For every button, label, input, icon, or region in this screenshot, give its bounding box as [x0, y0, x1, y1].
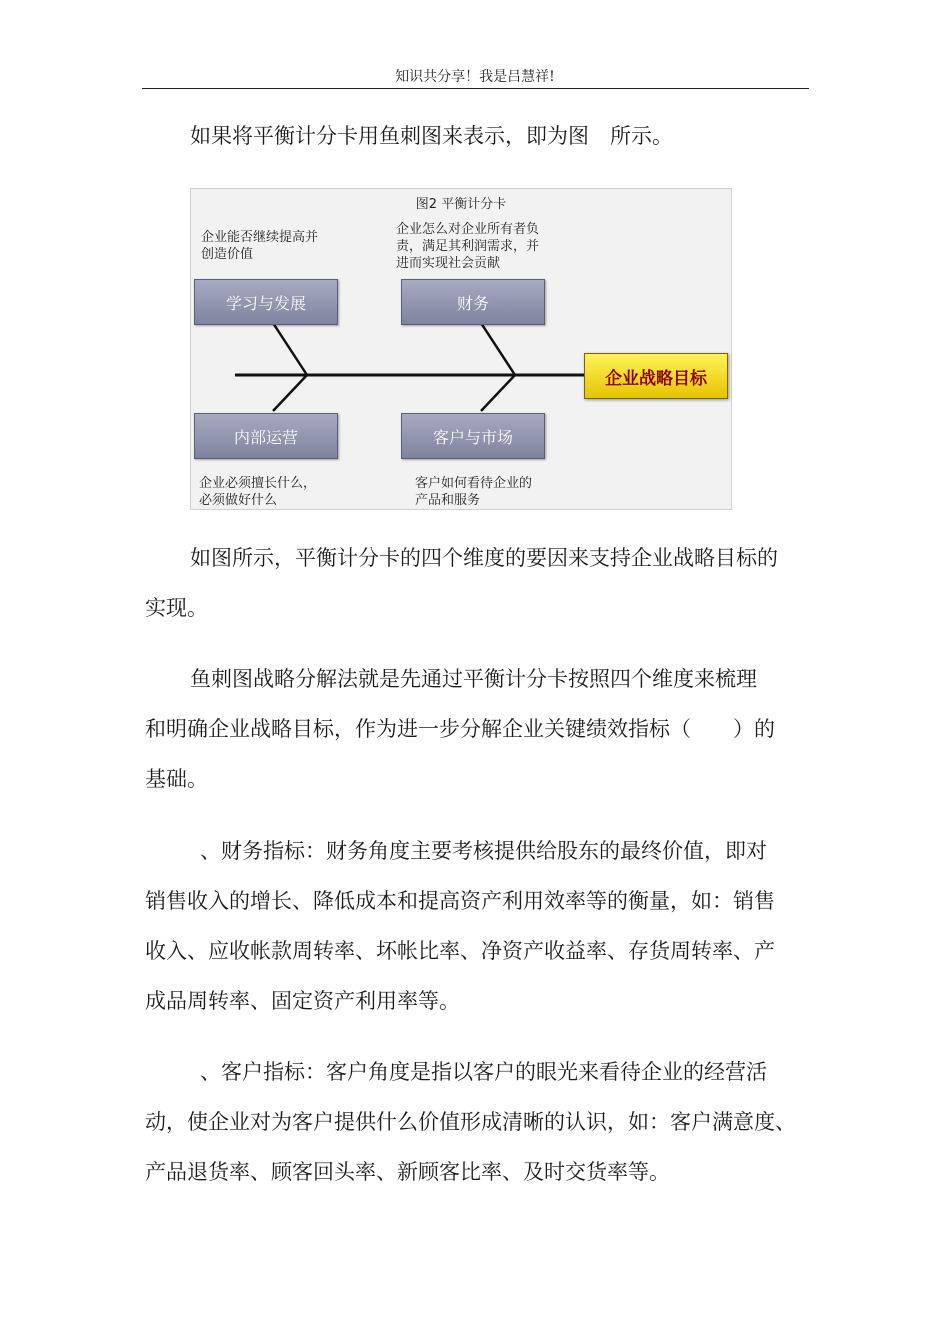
- box-strategic-goal: 企业战略目标: [584, 353, 728, 399]
- page-header: 知识共分享！我是吕慧祥!: [395, 69, 555, 85]
- figure-title: 图2 平衡计分卡: [415, 197, 507, 212]
- box-learning-growth: 学习与发展: [194, 279, 338, 325]
- note-customer: 客户如何看待企业的 产品和服务: [415, 476, 533, 508]
- note-internal: 企业必须擅长什么， 必须做好什么: [199, 476, 317, 508]
- balanced-scorecard-fishbone-figure: [190, 188, 732, 510]
- bone-learning: [273, 323, 307, 375]
- header-rule: [142, 88, 809, 89]
- intro-line: 如果将平衡计分卡用鱼刺图来表示，即为图 所示。: [190, 124, 673, 148]
- box-finance: 财务: [401, 279, 545, 325]
- box-internal-operations: 内部运营: [194, 413, 338, 459]
- bone-internal: [273, 375, 307, 411]
- note-learning: 企业能否继续提高并 创造价值: [201, 230, 319, 262]
- bone-customer: [481, 375, 515, 411]
- box-customer-market: 客户与市场: [401, 413, 545, 459]
- note-finance: 企业怎么对企业所有者负 责，满足其利润需求，并 进而实现社会贡献: [396, 222, 540, 271]
- bone-finance: [481, 323, 515, 375]
